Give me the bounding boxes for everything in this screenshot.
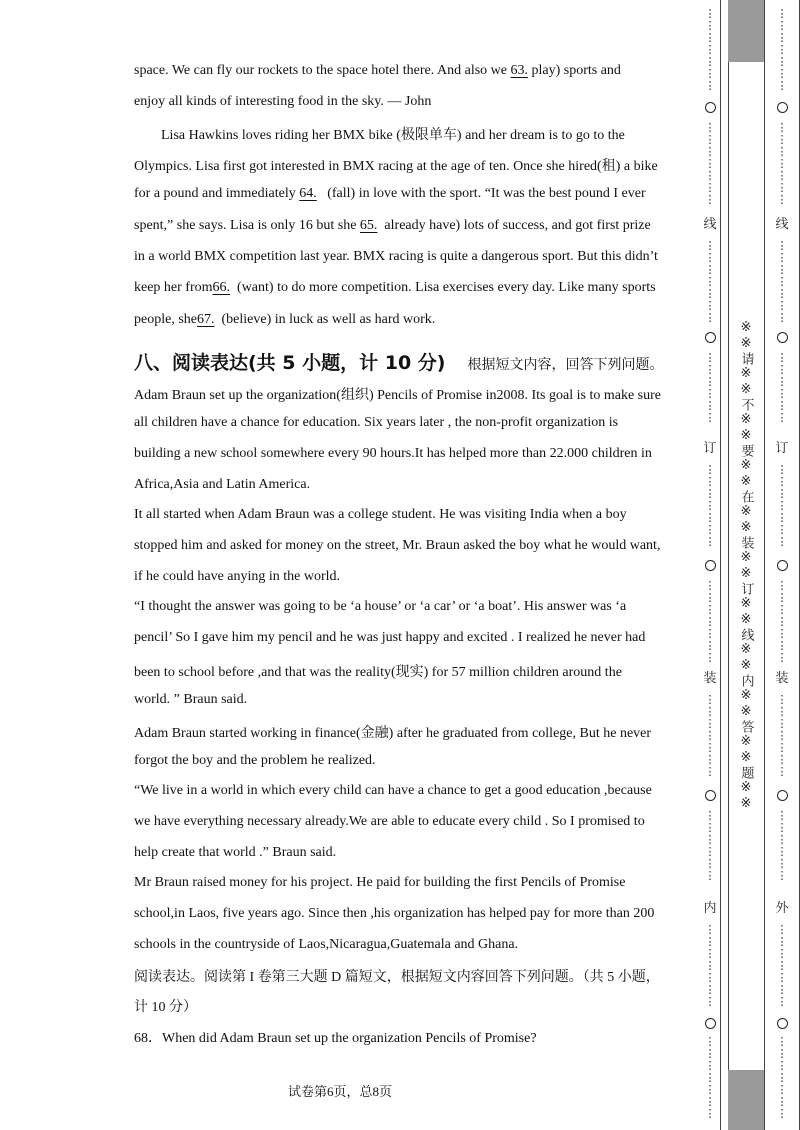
margin-shade-bottom <box>728 1070 764 1130</box>
margin-shade-top <box>728 0 764 62</box>
circle-icon <box>777 560 788 571</box>
passage-line: all children have a chance for education. Six years later , the non-profit organization is <box>134 415 619 430</box>
section-note: 根据短文内容，回答下列问题。 <box>467 358 664 373</box>
instruction-line: 计 10 分） <box>134 1000 197 1015</box>
passage-line: Adam Braun started working in finance(金融) after he graduated from college, But he never <box>134 726 652 741</box>
margin-label: 装 <box>703 670 717 685</box>
blank-65: 65. <box>359 218 378 233</box>
passage-line: in a world BMX competition last year. BMX racing is quite a dangerous sport. But this didn’t <box>134 249 658 264</box>
circle-icon <box>705 790 716 801</box>
margin-label: 装 <box>775 670 789 685</box>
blank-66: 66. <box>212 280 231 295</box>
circle-icon <box>705 332 716 343</box>
circle-icon <box>777 332 788 343</box>
passage-line: It all started when Adam Braun was a college student. He was visiting India when a boy <box>134 507 627 522</box>
section-heading <box>134 348 664 375</box>
passage-line: Africa,Asia and Latin America. <box>134 477 311 492</box>
passage-line: been to school before ,and that was the reality(现实) for 57 million children around the <box>134 665 622 680</box>
passage-line: enjoy all kinds of interesting food in the sky. — John <box>134 94 432 109</box>
margin-label: 订 <box>703 440 717 455</box>
passage-line: we have everything necessary already.We are able to educate every child . So I promised to <box>134 814 645 829</box>
passage-line: people, she67. (believe) in luck as well as hard work. <box>134 312 436 327</box>
passage-line: building a new school somewhere every 90 hours.It has helped more than 22.000 children in <box>134 446 652 461</box>
passage-line: stopped him and asked for money on the street, Mr. Braun asked the boy what he would want, <box>134 538 661 553</box>
blank-64: 64. <box>299 186 317 201</box>
blank-67: 67. <box>196 312 215 327</box>
passage-line: if he could have anying in the world. <box>134 569 341 584</box>
inner-cut-column: ⋮ ⋮ ⋮ ⋮ ⋮ ⋮ ⋮ ⋮ ⋮ ⋮ ⋮ ⋮ ⋮ ⋮ 线 ⋮ ⋮ ⋮ ⋮ ⋮ ⋮ ⋮ ⋮ ⋮ ⋮ ⋮ ⋮ ⋮ 订 ⋮ ⋮ ⋮ ⋮ ⋮ ⋮ ⋮ ⋮ ⋮ ⋮ ⋮ ⋮ ⋮ ⋮ 装 ⋮ ⋮ ⋮ ⋮ ⋮ ⋮ ⋮ ⋮ ⋮ ⋮ ⋮ ⋮ ⋮ 内 ⋮ ⋮ ⋮ ⋮ ⋮ ⋮ ⋮ ⋮ ⋮ ⋮ ⋮ ⋮ ⋮ ⋮ <box>700 0 720 1130</box>
margin-label: 线 <box>775 216 789 231</box>
margin-label: 内 <box>703 900 717 915</box>
passage-line: spent,” she says. Lisa is only 16 but she 65. already have) lots of success, and got first prize <box>134 218 651 233</box>
binding-margin <box>692 0 800 1130</box>
circle-icon <box>705 102 716 113</box>
passage-line: pencil’ So I gave him my pencil and he was just happy and excited . I realized he never had <box>134 630 646 645</box>
passage-line: school,in Laos, five years ago. Since then ,his organization has helped pay for more than 200 <box>134 906 655 921</box>
passage-line: Mr Braun raised money for his project. He paid for building the first Pencils of Promise <box>134 875 626 890</box>
passage-line: Lisa Hawkins loves riding her BMX bike (极限单车) and her dream is to go to the <box>161 128 625 143</box>
passage-line: Olympics. Lisa first got interested in BMX racing at the age of ten. Once she hired(租) a bike <box>134 159 658 174</box>
blank-63: 63. <box>510 63 528 78</box>
passage-line: “We live in a world in which every child can have a chance to get a good education ,because <box>134 783 652 798</box>
passage-line: schools in the countryside of Laos,Nicaragua,Guatemala and Ghana. <box>134 937 519 952</box>
circle-icon <box>777 1018 788 1029</box>
outer-cut-column: ⋮ ⋮ ⋮ ⋮ ⋮ ⋮ ⋮ ⋮ ⋮ ⋮ ⋮ ⋮ ⋮ ⋮ 线 ⋮ ⋮ ⋮ ⋮ ⋮ ⋮ ⋮ ⋮ ⋮ ⋮ ⋮ ⋮ ⋮ 订 ⋮ ⋮ ⋮ ⋮ ⋮ ⋮ ⋮ ⋮ ⋮ ⋮ ⋮ ⋮ ⋮ ⋮ 装 ⋮ ⋮ ⋮ ⋮ ⋮ ⋮ ⋮ ⋮ ⋮ ⋮ ⋮ ⋮ ⋮ 外 ⋮ ⋮ ⋮ ⋮ ⋮ ⋮ ⋮ ⋮ ⋮ ⋮ ⋮ ⋮ ⋮ ⋮ <box>772 0 792 1130</box>
margin-label: 外 <box>775 900 789 915</box>
passage-line: for a pound and immediately 64. (fall) in love with the sport. “It was the best pound I ever <box>134 186 646 201</box>
passage-line: “I thought the answer was going to be ‘a house’ or ‘a car’ or ‘a boat’. His answer was ‘a <box>134 599 627 614</box>
instruction-line: 阅读表达。阅读第 I 卷第三大题 D 篇短文，根据短文内容回答下列问题。（共 5 小题， <box>134 970 660 985</box>
section-title: 八、阅读表达(共 5 小题，计 10 分) <box>134 352 446 374</box>
question-68: 68．When did Adam Braun set up the organization Pencils of Promise? <box>134 1031 537 1046</box>
circle-icon <box>705 560 716 571</box>
passage-line: Adam Braun set up the organization(组织) Pencils of Promise in2008. Its goal is to make sure <box>134 388 661 403</box>
passage-line: forgot the boy and the problem he realized. <box>134 753 376 768</box>
page-footer: 试卷第6页，总8页 <box>287 1084 392 1099</box>
passage-line: keep her from66. (want) to do more competition. Lisa exercises every day. Like many sports <box>134 280 656 295</box>
margin-rule <box>720 0 721 1130</box>
circle-icon <box>777 790 788 801</box>
margin-warning: ※※请※※不※※要※※在※※装※※订※※线※※内※※答※※题※※ <box>738 320 754 812</box>
passage-line: space. We can fly our rockets to the space hotel there. And also we 63. play) sports and <box>134 63 621 78</box>
passage-line: help create that world .” Braun said. <box>134 845 337 860</box>
margin-label: 订 <box>775 440 789 455</box>
circle-icon <box>705 1018 716 1029</box>
margin-rule <box>764 0 765 1130</box>
circle-icon <box>777 102 788 113</box>
passage-line: world. ” Braun said. <box>134 692 248 707</box>
margin-label: 线 <box>703 216 717 231</box>
